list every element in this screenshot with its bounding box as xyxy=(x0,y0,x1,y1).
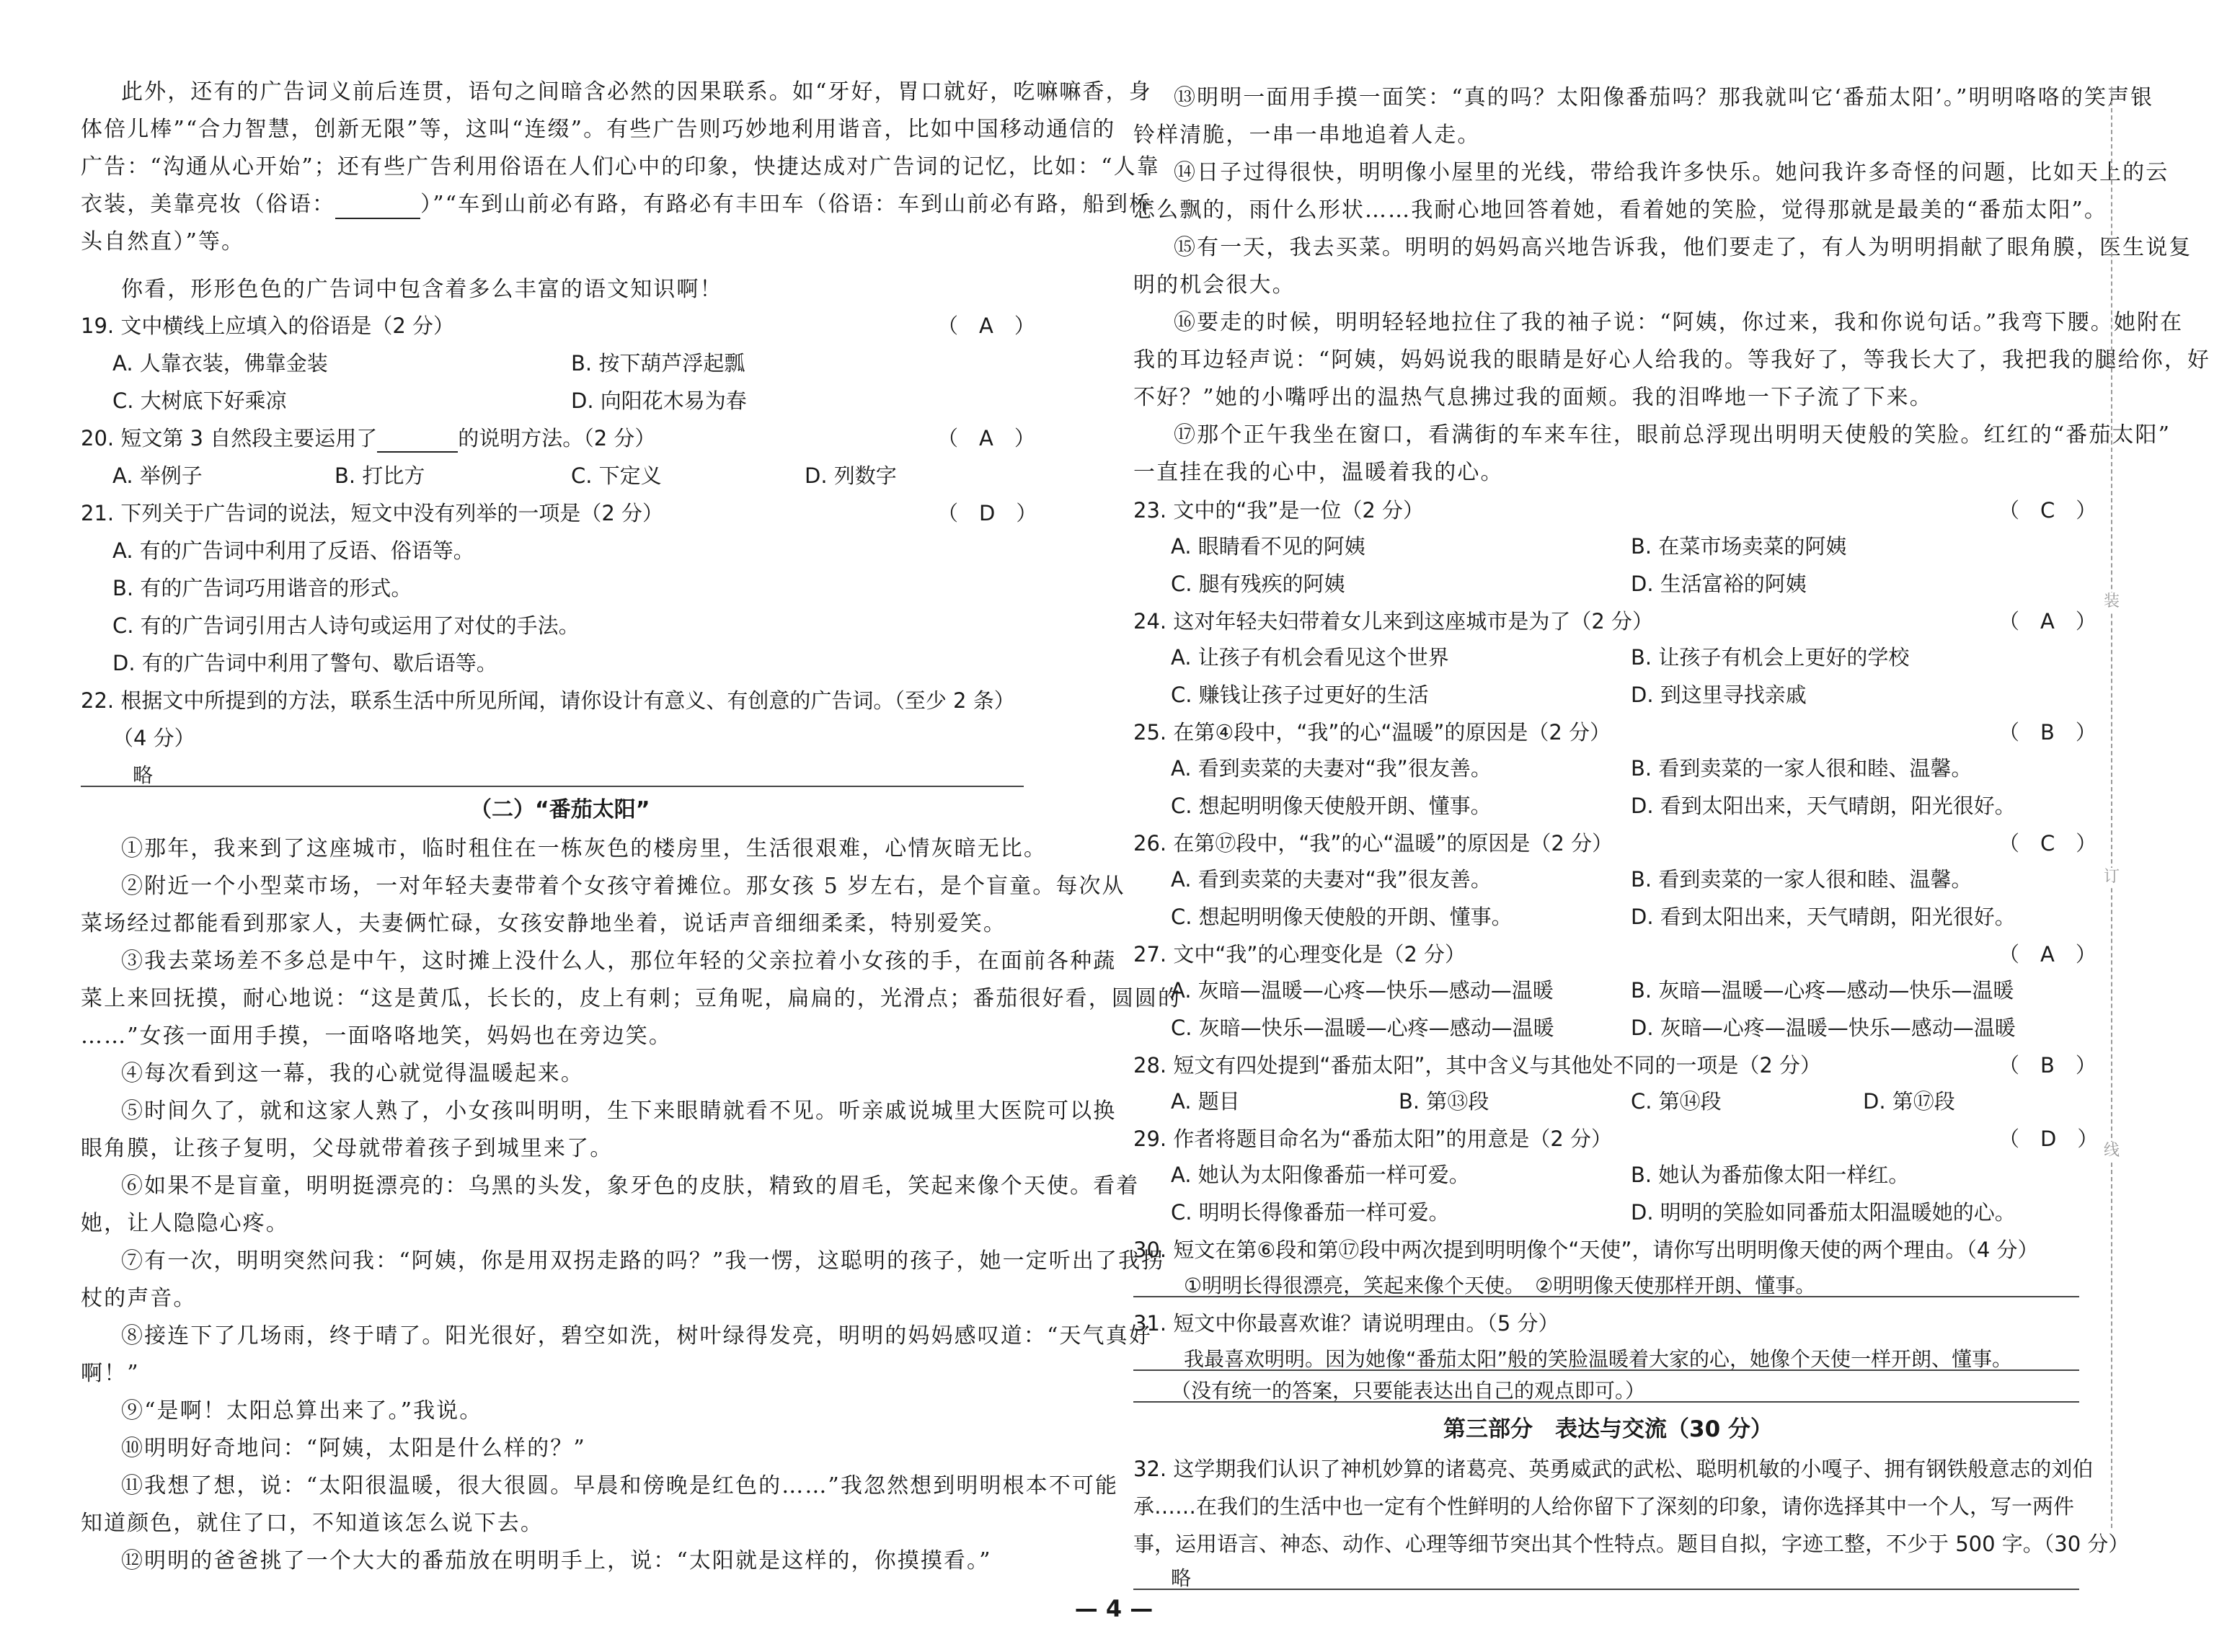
question-21-answer: （ D ） xyxy=(937,501,1037,525)
passage-line: ⑥如果不是盲童，明明挺漂亮的：乌黑的头发，象牙色的皮肤，精致的眉毛，笑起来像个天使。看着 xyxy=(121,1173,1140,1199)
answer-line xyxy=(1133,1369,2079,1371)
passage-line: 啊！” xyxy=(81,1361,140,1386)
option: D. 灰暗—心疼—温暖—快乐—感动—温暖 xyxy=(1631,1016,2016,1040)
option: B. 按下葫芦浮起瓢 xyxy=(571,351,745,376)
stem-text: 的说明方法。（2 分） xyxy=(458,426,656,450)
question-24-stem: 24. 这对年轻夫妇带着女儿来到这座城市是为了（2 分） xyxy=(1133,609,1654,634)
passage-line: ①那年，我来到了这座城市，临时租住在一栋灰色的楼房里，生活很艰难，心情灰暗无比。 xyxy=(121,836,1047,861)
question-23-stem: 23. 文中的“我”是一位（2 分） xyxy=(1133,498,1425,523)
option: B. 灰暗—温暖—心疼—感动—快乐—温暖 xyxy=(1631,978,2014,1003)
option: B. 她认为番茄像太阳一样红。 xyxy=(1631,1163,1910,1187)
option: B. 有的广告词巧用谐音的形式。 xyxy=(112,576,412,600)
option: B. 让孩子有机会上更好的学校 xyxy=(1631,645,1910,670)
passage-line: 菜场经过都能看到那家人，夫妻俩忙碌，女孩安静地坐着，说话声音细细柔柔，特别爱笑。 xyxy=(81,911,1006,936)
option: D. 到这里寻找亲戚 xyxy=(1631,683,1807,707)
passage-line: ③我去菜场差不多总是中午，这时摊上没什么人，那位年轻的父亲拉着小女孩的手，在面前各种蔬 xyxy=(121,949,1117,974)
passage-line: ⑪我想了想，说：“太阳很温暖，很大很圆。早晨和傍晚是红色的……”我忽然想到明明根本不可能 xyxy=(121,1473,1119,1498)
passage-line: ⑤时间久了，就和这家人熟了，小女孩叫明明，生下来眼睛就看不见。听亲戚说城里大医院可以换 xyxy=(121,1098,1117,1124)
option: D. 第⑰段 xyxy=(1863,1089,1955,1114)
passage-line: 眼角膜，让孩子复明，父母就带着孩子到城里来了。 xyxy=(81,1136,614,1161)
answer-line xyxy=(1133,1401,2079,1403)
option: B. 看到卖菜的一家人很和睦、温馨。 xyxy=(1631,867,1973,892)
stem-text: 20. 短文第 3 自然段主要运用了 xyxy=(81,426,378,450)
option: A. 看到卖菜的夫妻对“我”很友善。 xyxy=(1171,756,1492,781)
question-22-answer: 略 xyxy=(133,763,154,787)
option: A. 举例子 xyxy=(112,463,203,488)
question-26-answer: （ C ） xyxy=(1998,831,2097,856)
passage-line: ……”女孩一面用手摸，一面咯咯地笑，妈妈也在旁边笑。 xyxy=(81,1023,672,1049)
passage-line: ②附近一个小型菜市场，一对年轻夫妻带着个女孩守着摊位。那女孩 5 岁左右，是个盲童。每次从 xyxy=(121,874,1125,899)
question-26-stem: 26. 在第⑰段中，“我”的心“温暖”的原因是（2 分） xyxy=(1133,831,1613,856)
passage-line: ⑫明明的爸爸挑了一个大大的番茄放在明明手上，说：“太阳就是这样的，你摸摸看。” xyxy=(121,1548,992,1573)
fill-blank[interactable] xyxy=(377,432,458,453)
option: A. 题目 xyxy=(1171,1089,1240,1114)
option: B. 在菜市场卖菜的阿姨 xyxy=(1631,534,1847,559)
option: B. 第⑬段 xyxy=(1399,1089,1489,1114)
binding-line xyxy=(2111,86,2112,1528)
binding-label: 装 xyxy=(2103,592,2120,610)
question-27-answer: （ A ） xyxy=(1998,942,2097,967)
option: D. 明明的笑脸如同番茄太阳温暖她的心。 xyxy=(1631,1200,2016,1225)
question-20-stem xyxy=(81,424,655,453)
passage-line: 菜上来回抚摸，耐心地说：“这是黄瓜，长长的，皮上有刺；豆角呢，扁扁的，光滑点；番茄很好看，圆圆的 xyxy=(81,986,1182,1011)
option: D. 生活富裕的阿姨 xyxy=(1631,572,1807,596)
passage-line: 明的机会很大。 xyxy=(1133,272,1296,298)
question-21-stem: 21. 下列关于广告词的说法，短文中没有列举的一项是（2 分） xyxy=(81,501,664,525)
question-29-answer: （ D ） xyxy=(1998,1127,2099,1151)
option: C. 有的广告词引用古人诗句或运用了对仗的手法。 xyxy=(112,613,580,638)
question-27-stem: 27. 文中“我”的心理变化是（2 分） xyxy=(1133,942,1466,967)
option: D. 看到太阳出来，天气晴朗，阳光很好。 xyxy=(1631,794,2016,818)
passage-line: ④每次看到这一幕，我的心就觉得温暖起来。 xyxy=(121,1061,584,1086)
binding-label: 订 xyxy=(2103,868,2120,886)
passage-line: 铃样清脆，一串一串地追着人走。 xyxy=(1133,123,1481,148)
question-19-answer: （ A ） xyxy=(937,314,1035,338)
answer-line xyxy=(1133,1296,2079,1297)
passage-line: 一直挂在我的心中，温暖着我的心。 xyxy=(1133,460,1504,485)
option: C. 腿有残疾的阿姨 xyxy=(1171,572,1345,596)
option: C. 想起明明像天使般的开朗、懂事。 xyxy=(1171,905,1513,929)
option: B. 打比方 xyxy=(335,463,425,488)
option: C. 大树底下好乘凉 xyxy=(112,388,287,413)
passage-line: 杖的声音。 xyxy=(81,1286,197,1311)
question-19-stem: 19. 文中横线上应填入的俗语是（2 分） xyxy=(81,314,455,338)
option: C. 下定义 xyxy=(571,463,662,488)
option: A. 她认为太阳像番茄一样可爱。 xyxy=(1171,1163,1470,1187)
intro-text: ）”“车到山前必有路，有路必有丰田车（俗语：车到山前必有路，船到桥 xyxy=(420,192,1153,217)
option: C. 想起明明像天使般开朗、懂事。 xyxy=(1171,794,1492,818)
passage-line: ⑩明明好奇地问：“阿姨，太阳是什么样的？” xyxy=(121,1436,586,1461)
intro-line: 此外，还有的广告词义前后连贯，语句之间暗含必然的因果联系。如“牙好，胃口就好，吃嘛嘛香，身 xyxy=(121,79,1152,105)
question-30-answer: ①明明长得很漂亮，笑起来像个天使。 ②明明像天使那样开朗、懂事。 xyxy=(1184,1274,1816,1297)
passage-line: ⑧接连下了几场雨，终于晴了。阳光很好，碧空如洗，树叶绿得发亮，明明的妈妈感叹道：“天气真好 xyxy=(121,1323,1152,1349)
passage-line: 我的耳边轻声说：“阿姨，妈妈说我的眼睛是好心人给我的。等我好了，等我长大了，我把我的腿给你，好 xyxy=(1133,347,2211,373)
intro-line: 你看，形形色色的广告词中包含着多么丰富的语文知识啊！ xyxy=(121,277,723,302)
question-31-answer: 我最喜欢明明。因为她像“番茄太阳”般的笑脸温暖着大家的心，她像个天使一样开朗、懂事。 xyxy=(1184,1347,2013,1371)
page-number: — 4 — xyxy=(1074,1595,1154,1622)
question-22-points: （4 分） xyxy=(112,726,195,750)
question-31-note: （没有统一的答案，只要能表达出自己的观点即可。） xyxy=(1171,1379,1646,1403)
intro-line: 体倍儿棒”“合力智慧，创新无限”等，这叫“连缀”。有些广告则巧妙地利用谐音，比如中国移动通信的 xyxy=(81,117,1116,142)
question-22-stem: 22. 根据文中所提到的方法，联系生活中所见所闻，请你设计有意义、有创意的广告词。（至少 2 条） xyxy=(81,688,1015,713)
question-29-stem: 29. 作者将题目命名为“番茄太阳”的用意是（2 分） xyxy=(1133,1127,1613,1151)
question-28-answer: （ B ） xyxy=(1998,1053,2097,1078)
part-three-title: 第三部分 表达与交流（30 分） xyxy=(1443,1416,1773,1442)
intro-line: 广告：“沟通从心开始”；还有些广告利用俗语在人们心中的印象，快捷达成对广告词的记忆，比如：“人靠 xyxy=(81,154,1160,179)
question-32-answer: 略 xyxy=(1171,1566,1192,1590)
intro-text: 衣装，美靠亮妆（俗语： xyxy=(81,192,336,217)
passage-line: 不好？”她的小嘴呼出的温热气息拂过我的面颊。我的泪哗地一下子流了下来。 xyxy=(1133,385,1933,410)
question-25-answer: （ B ） xyxy=(1998,720,2097,745)
option: A. 看到卖菜的夫妻对“我”很友善。 xyxy=(1171,867,1492,892)
passage-line: ⑦有一次，明明突然问我：“阿姨，你是用双拐走路的吗？”我一愣，这聪明的孩子，她一定听出了我拐 xyxy=(121,1248,1165,1274)
option: A. 灰暗—温暖—心疼—快乐—感动—温暖 xyxy=(1171,978,1554,1003)
passage-line: ⑰那个正午我坐在窗口，看满街的车来车往，眼前总浮现出明明天使般的笑脸。红红的“番茄太阳” xyxy=(1174,422,2171,448)
option: D. 列数字 xyxy=(805,463,897,488)
question-32-line: 承……在我们的生活中也一定有个性鲜明的人给你留下了深刻的印象，请你选择其中一个人，写一两件 xyxy=(1133,1494,2075,1519)
answer-line xyxy=(81,786,1024,787)
question-28-stem: 28. 短文有四处提到“番茄太阳”，其中含义与其他处不同的一项是（2 分） xyxy=(1133,1053,1822,1078)
answer-line xyxy=(1133,1589,2079,1590)
option: B. 看到卖菜的一家人很和睦、温馨。 xyxy=(1631,756,1973,781)
passage-line: ⑬明明一面用手摸一面笑：“真的吗？太阳像番茄吗？那我就叫它‘番茄太阳’。”明明咯咯的笑声银 xyxy=(1174,85,2154,110)
passage-title: （二）“番茄太阳” xyxy=(470,797,650,822)
passage-line: 她，让人隐隐心疼。 xyxy=(81,1211,289,1236)
option: C. 第⑭段 xyxy=(1631,1089,1722,1114)
passage-line: ⑭日子过得很快，明明像小屋里的光线，带给我许多快乐。她问我许多奇怪的问题，比如天上的云 xyxy=(1174,160,2169,185)
question-25-stem: 25. 在第④段中，“我”的心“温暖”的原因是（2 分） xyxy=(1133,720,1611,745)
passage-line: 知道颜色，就住了口，不知道该怎么说下去。 xyxy=(81,1511,544,1536)
option: C. 灰暗—快乐—温暖—心疼—感动—温暖 xyxy=(1171,1016,1554,1040)
question-30-stem: 30. 短文在第⑥段和第⑰段中两次提到明明像个“天使”，请你写出明明像天使的两个理由。（4 分） xyxy=(1133,1238,2039,1262)
passage-line: ⑨“是啊！太阳总算出来了。”我说。 xyxy=(121,1398,483,1424)
option: D. 看到太阳出来，天气晴朗，阳光很好。 xyxy=(1631,905,2016,929)
passage-line: ⑮有一天，我去买菜。明明的妈妈高兴地告诉我，他们要走了，有人为明明捐献了眼角膜，医生说复 xyxy=(1174,235,2192,260)
fill-blank[interactable] xyxy=(335,199,420,219)
option: A. 人靠衣装，佛靠金装 xyxy=(112,351,328,376)
option: C. 赚钱让孩子过更好的生活 xyxy=(1171,683,1429,707)
intro-line xyxy=(81,190,1152,219)
passage-line: 怎么飘的，雨什么形状……我耐心地回答着她，看着她的笑脸，觉得那就是最美的“番茄太阳”。 xyxy=(1133,197,2107,223)
option: D. 向阳花木易为春 xyxy=(571,388,747,413)
question-32-line: 事，运用语言、神态、动作、心理等细节突出其个性特点。题目自拟，字迹工整，不少于 500 字。（30 分） xyxy=(1133,1532,2130,1556)
option: A. 有的广告词中利用了反语、俗语等。 xyxy=(112,538,474,563)
question-24-answer: （ A ） xyxy=(1998,609,2097,634)
question-20-answer: （ A ） xyxy=(937,426,1035,450)
question-23-answer: （ C ） xyxy=(1998,498,2097,523)
option: D. 有的广告词中利用了警句、歇后语等。 xyxy=(112,651,497,675)
intro-line: 头自然直）”等。 xyxy=(81,229,245,254)
question-31-stem: 31. 短文中你最喜欢谁？请说明理由。（5 分） xyxy=(1133,1311,1559,1336)
passage-line: ⑯要走的时候，明明轻轻地拉住了我的袖子说：“阿姨，你过来，我和你说句话。”我弯下腰。她附在 xyxy=(1174,310,2184,335)
option: A. 眼睛看不见的阿姨 xyxy=(1171,534,1365,559)
binding-label: 线 xyxy=(2103,1142,2120,1160)
question-32-line: 32. 这学期我们认识了神机妙算的诸葛亮、英勇威武的武松、聪明机敏的小嘎子、拥有钢铁般意志的刘伯 xyxy=(1133,1457,2094,1481)
option: A. 让孩子有机会看见这个世界 xyxy=(1171,645,1449,670)
option: C. 明明长得像番茄一样可爱。 xyxy=(1171,1200,1450,1225)
